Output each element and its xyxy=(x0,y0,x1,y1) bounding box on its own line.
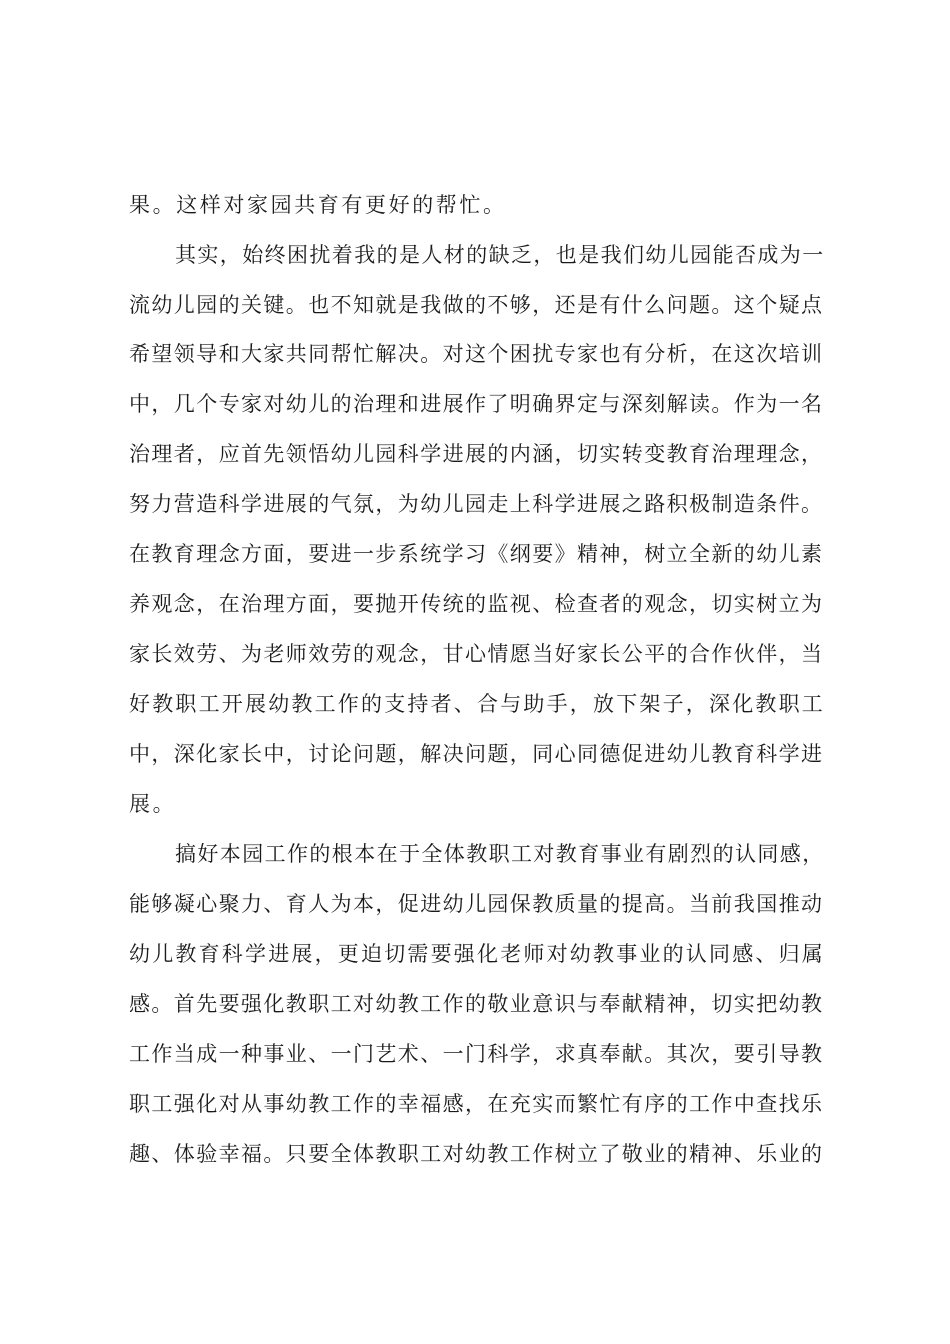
text-line: 工作当成一种事业、一门艺术、一门科学，求真奉献。其次，要引导教 xyxy=(129,1042,824,1066)
text-line: 趣、体验幸福。只要全体教职工对幼教工作树立了敬业的精神、乐业的 xyxy=(129,1142,824,1166)
text-line: 在教育理念方面，要进一步系统学习《纲要》精神，树立全新的幼儿素 xyxy=(129,542,824,566)
text-line: 幼儿教育科学进展，更迫切需要强化老师对幼教事业的认同感、归属 xyxy=(129,942,825,966)
text-line: 家长效劳、为老师效劳的观念，甘心情愿当好家长公平的合作伙伴，当 xyxy=(129,642,824,666)
text-line: 治理者，应首先领悟幼儿园科学进展的内涵，切实转变教育治理理念， xyxy=(129,442,824,466)
paragraph-first-line: 搞好本园工作的根本在于全体教职工对教育事业有剧烈的认同感， xyxy=(175,842,825,866)
text-line: 流幼儿园的关键。也不知就是我做的不够，还是有什么问题。这个疑点 xyxy=(129,293,824,317)
text-line: 好教职工开展幼教工作的支持者、合与助手，放下架子，深化教职工 xyxy=(129,692,825,716)
text-line: 展。 xyxy=(129,792,177,816)
text-line: 能够凝心聚力、育人为本，促进幼儿园保教质量的提高。当前我国推动 xyxy=(129,892,824,916)
text-line: 感。首先要强化教职工对幼教工作的敬业意识与奉献精神，切实把幼教 xyxy=(129,992,824,1016)
text-line: 中，深化家长中，讨论问题，解决问题，同心同德促进幼儿教育科学进 xyxy=(129,742,824,766)
text-line: 中，几个专家对幼儿的治理和进展作了明确界定与深刻解读。作为一名 xyxy=(129,392,824,416)
text-line: 养观念，在治理方面，要抛开传统的监视、检查者的观念，切实树立为 xyxy=(129,592,824,616)
text-line: 努力营造科学进展的气氛，为幼儿园走上科学进展之路积极制造条件。 xyxy=(129,492,824,516)
text-line: 职工强化对从事幼教工作的幸福感，在充实而繁忙有序的工作中查找乐 xyxy=(129,1092,824,1116)
text-line: 希望领导和大家共同帮忙解决。对这个困扰专家也有分析，在这次培训 xyxy=(129,342,824,366)
paragraph-first-line: 其实，始终困扰着我的是人材的缺乏，也是我们幼儿园能否成为一 xyxy=(175,243,825,267)
text-line: 果。这样对家园共育有更好的帮忙。 xyxy=(129,193,507,217)
